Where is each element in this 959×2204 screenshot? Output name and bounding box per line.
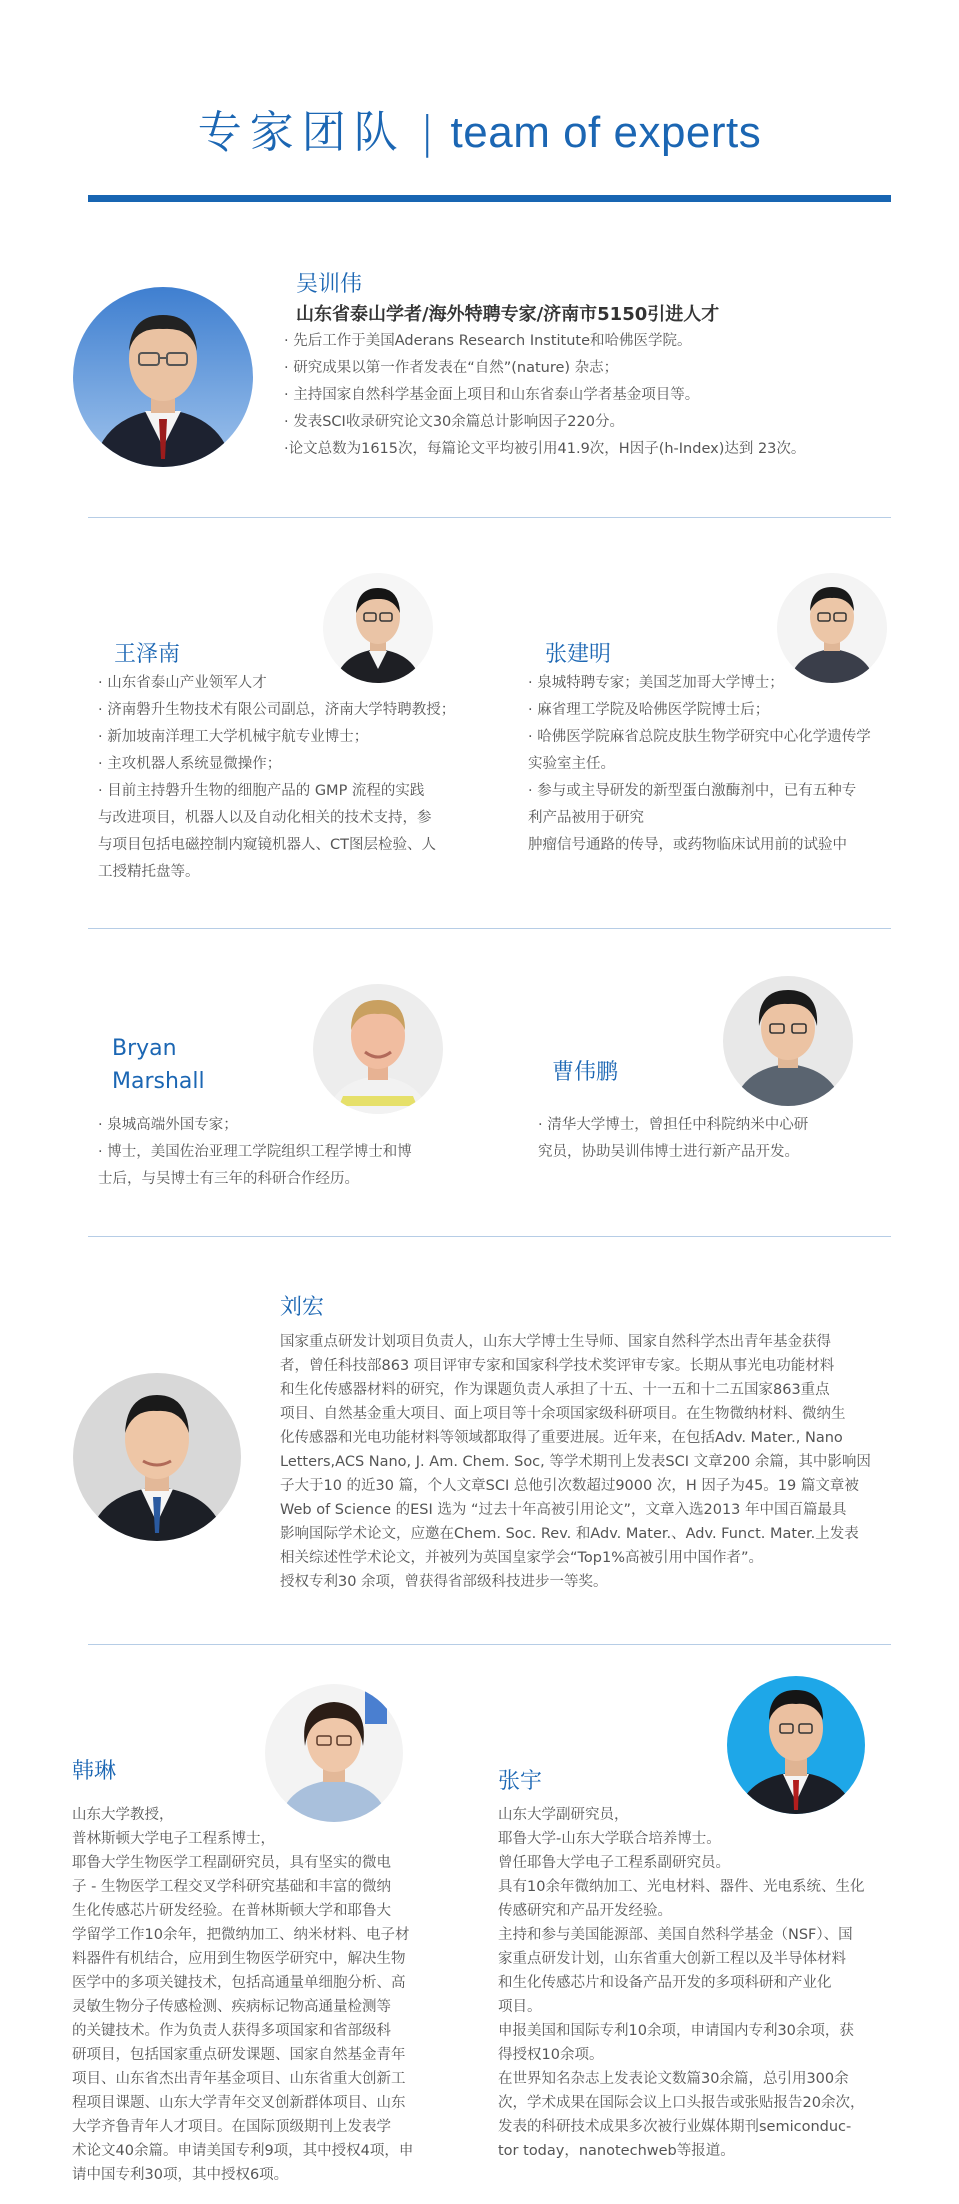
bio-line: 相关综述性学术论文，并被列为英国皇家学会“Top1%高被引用中国作者”。 <box>280 1550 763 1566</box>
avatar-zhangjianming <box>777 573 887 683</box>
expert-name-zhangyu: 张宇 <box>498 1769 543 1794</box>
bio-line: 大学齐鲁青年人才项目。在国际顶级期刊上发表学 <box>72 2119 391 2135</box>
title-separator: | <box>419 107 437 158</box>
bio-line: 和生化传感器材料的研究，作为课题负责人承担了十五、十一五和十二五国家863重点 <box>280 1382 830 1398</box>
bio-line: 具有10余年微纳加工、光电材料、器件、光电系统、生化 <box>498 1879 865 1895</box>
bio-line: · 研究成果以第一作者发表在“自然”(nature) 杂志； <box>284 360 619 376</box>
section-divider <box>88 1236 891 1237</box>
bio-line: · 清华大学博士，曾担任中科院纳米中心研 <box>538 1117 809 1133</box>
bio-line: 山东大学教授， <box>72 1807 174 1823</box>
avatar-liuhong <box>73 1373 241 1541</box>
bio-line: · 博士，美国佐治亚理工学院组织工程学博士和博 <box>98 1144 412 1160</box>
bio-line: 授权专利30 余项，曾获得省部级科技进步一等奖。 <box>280 1574 608 1590</box>
expert-name-hanlin: 韩琳 <box>72 1759 117 1784</box>
bio-line: 传感研究和产品开发经验。 <box>498 1903 672 1919</box>
bio-line: 化传感器和光电功能材料等领域都取得了重要进展。近年来，在包括Adv. Mater., Nano <box>280 1430 843 1446</box>
expert-bio-liuhong <box>280 1330 871 1594</box>
bio-line: 曾任耶鲁大学电子工程系副研究员。 <box>498 1855 730 1871</box>
title-en: team of experts <box>450 108 762 157</box>
bio-line: 子大于10 的近30 篇，个人文章SCI 总他引次数超过9000 次，H 因子为45。19 篇文章被 <box>280 1478 859 1494</box>
page-title <box>0 96 959 160</box>
section-divider <box>88 1644 891 1645</box>
bio-line: 与改进项目，机器人以及自动化相关的技术支持，参 <box>98 810 432 826</box>
avatar-zhangyu <box>727 1676 865 1814</box>
bio-line: 利产品被用于研究 <box>528 810 644 826</box>
expert-name-liuhong: 刘宏 <box>280 1295 325 1320</box>
bio-line: · 泉城特聘专家；美国芝加哥大学博士； <box>528 675 784 691</box>
avatar-wu <box>73 287 253 467</box>
bio-line: 灵敏生物分子传感检测、疾病标记物高通量检测等 <box>72 1999 391 2015</box>
bio-line: 肿瘤信号通路的传导，或药物临床试用前的试验中 <box>528 837 847 853</box>
bio-line: · 麻省理工学院及哈佛医学院博士后； <box>528 702 770 718</box>
bio-line: 术论文40余篇。申请美国专利9项，其中授权4项，申 <box>72 2143 414 2159</box>
bio-line: · 新加坡南洋理工大学机械宇航专业博士； <box>98 729 369 745</box>
bio-line: · 山东省泰山产业领军人才 <box>98 675 267 691</box>
bio-line: 普林斯顿大学电子工程系博士， <box>72 1831 275 1847</box>
expert-name-caoweipeng: 曹伟鹏 <box>552 1060 619 1085</box>
bio-line: 项目、山东省杰出青年基金项目、山东省重大创新工 <box>72 2071 406 2087</box>
bio-line: 子 - 生物医学工程交叉学科研究基础和丰富的微纳 <box>72 1879 391 1895</box>
bio-line: 项目。 <box>498 1999 542 2015</box>
bio-line: · 参与或主导研发的新型蛋白激酶剂中，已有五种专 <box>528 783 857 799</box>
avatar-caoweipeng <box>723 976 853 1106</box>
bio-line: 程项目课题、山东大学青年交叉创新群体项目、山东 <box>72 2095 406 2111</box>
bio-line: 项目、自然基金重大项目、面上项目等十余项国家级科研项目。在生物微纳材料、微纳生 <box>280 1406 846 1422</box>
bio-line: 国家重点研发计划项目负责人，山东大学博士生导师、国家自然科学杰出青年基金获得 <box>280 1334 831 1350</box>
bio-line: 山东大学副研究员， <box>498 1807 629 1823</box>
bio-line: 在世界知名杂志上发表论文数篇30余篇，总引用300余 <box>498 2071 849 2087</box>
bio-line: 学留学工作10余年，把微纳加工、纳米材料、电子材 <box>72 1927 410 1943</box>
section-divider <box>88 517 891 518</box>
bio-line: · 泉城高端外国专家； <box>98 1117 238 1133</box>
expert-name-wangzenan: 王泽南 <box>114 642 181 667</box>
expert-name-line: Marshall <box>112 1069 205 1094</box>
title-zh: 专家团队 <box>197 107 406 158</box>
bio-line: 工授精托盘等。 <box>98 864 200 880</box>
expert-bio-bryan <box>98 1112 412 1193</box>
expert-name-bryan <box>112 1032 205 1098</box>
avatar-hanlin <box>265 1684 403 1822</box>
bio-line: · 主攻机器人系统显微操作； <box>98 756 282 772</box>
expert-bio-wu <box>284 328 805 463</box>
bio-line: · 济南磐升生物技术有限公司副总，济南大学特聘教授； <box>98 702 456 718</box>
bio-line: 的关键技术。作为负责人获得多项国家和省部级科 <box>72 2023 391 2039</box>
expert-bio-caoweipeng <box>538 1112 808 1166</box>
bio-line: Web of Science 的ESI 选为 “过去十年高被引用论文”，文章入选2013 年中国百篇最具 <box>280 1502 847 1518</box>
bio-line: · 目前主持磐升生物的细胞产品的 GMP 流程的实践 <box>98 783 425 799</box>
section-divider <box>88 928 891 929</box>
bio-line: 得授权10余项。 <box>498 2047 604 2063</box>
bio-line: 与项目包括电磁控制内窥镜机器人、CT图层检验、人 <box>98 837 436 853</box>
bio-line: Letters,ACS Nano, J. Am. Chem. Soc, 等学术期刊上发表SCI 文章200 余篇，其中影响因 <box>280 1454 871 1470</box>
bio-line: 士后，与吴博士有三年的科研合作经历。 <box>98 1171 359 1187</box>
bio-line: · 主持国家自然科学基金面上项目和山东省泰山学者基金项目等。 <box>284 387 700 403</box>
bio-line: 料器件有机结合，应用到生物医学研究中，解决生物 <box>72 1951 406 1967</box>
bio-line: · 发表SCI收录研究论文30余篇总计影响因子220分。 <box>284 414 624 430</box>
bio-line: 影响国际学术论文，应邀在Chem. Soc. Rev. 和Adv. Mater.、Adv. Funct. Mater.上发表 <box>280 1526 859 1542</box>
expert-name-wu: 吴训伟 <box>296 272 363 297</box>
expert-name-line: Bryan <box>112 1036 177 1061</box>
bio-line: · 哈佛医学院麻省总院皮肤生物学研究中心化学遗传学 <box>528 729 871 745</box>
expert-bio-wangzenan <box>98 670 455 886</box>
bio-line: 申报美国和国际专利10余项，申请国内专利30余项，获 <box>498 2023 854 2039</box>
bio-line: 和生化传感芯片和设备产品开发的多项科研和产业化 <box>498 1975 832 1991</box>
header-underline <box>88 195 891 202</box>
expert-bio-zhangjianming <box>528 670 871 859</box>
bio-line: 发表的科研技术成果多次被行业媒体期刊semiconduc- <box>498 2119 852 2135</box>
bio-line: 实验室主任。 <box>528 756 615 772</box>
avatar-wangzenan <box>323 573 433 683</box>
bio-line: tor today，nanotechweb等报道。 <box>498 2143 735 2159</box>
expert-bio-hanlin <box>72 1803 413 2187</box>
bio-line: 耶鲁大学-山东大学联合培养博士。 <box>498 1831 721 1847</box>
bio-line: 者，曾任科技部863 项目评审专家和国家科学技术奖评审专家。长期从事光电功能材料 <box>280 1358 835 1374</box>
avatar-bryan <box>313 984 443 1114</box>
bio-line: 家重点研发计划，山东省重大创新工程以及半导体材料 <box>498 1951 846 1967</box>
bio-line: 医学中的多项关键技术，包括高通量单细胞分析、高 <box>72 1975 406 1991</box>
bio-line: 主持和参与美国能源部、美国自然科学基金（NSF）、国 <box>498 1927 853 1943</box>
bio-line: 究员，协助吴训伟博士进行新产品开发。 <box>538 1144 799 1160</box>
bio-line: 研项目，包括国家重点研发课题、国家自然基金青年 <box>72 2047 406 2063</box>
bio-line: 耶鲁大学生物医学工程副研究员，具有坚实的微电 <box>72 1855 391 1871</box>
expert-bio-zhangyu <box>498 1803 864 2163</box>
bio-line: · 先后工作于美国Aderans Research Institute和哈佛医学院。 <box>284 333 692 349</box>
bio-line: ·论文总数为1615次，每篇论文平均被引用41.9次，H因子(h-Index)达到 23次。 <box>284 441 806 457</box>
bio-line: 生化传感芯片研发经验。在普林斯顿大学和耶鲁大 <box>72 1903 391 1919</box>
bio-line: 次，学术成果在国际会议上口头报告或张贴报告20余次， <box>498 2095 865 2111</box>
expert-title-wu: 山东省泰山学者/海外特聘专家/济南市5150引进人才 <box>296 304 720 325</box>
bio-line: 请中国专利30项，其中授权6项。 <box>72 2167 289 2183</box>
expert-name-zhangjianming: 张建明 <box>545 642 612 667</box>
